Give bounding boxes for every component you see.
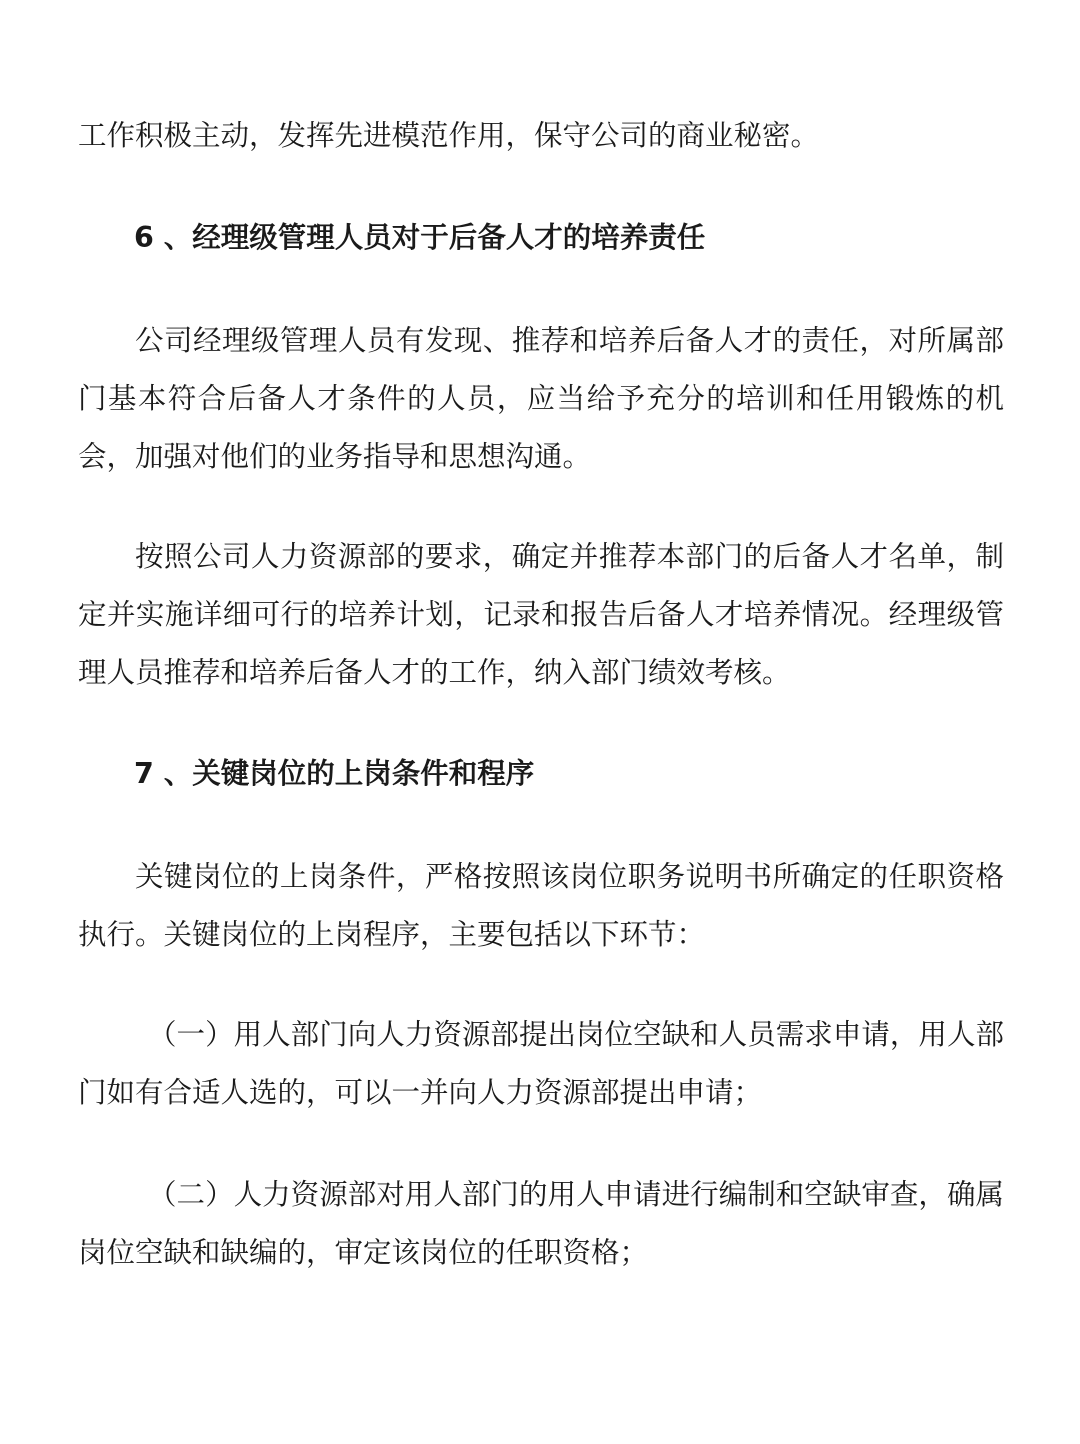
section-heading-7: 7 、关键岗位的上岗条件和程序 — [134, 757, 535, 790]
paragraph-training-plan: 按照公司人力资源部的要求，确定并推荐本部门的后备人才名单，制定并实施详细可行的培养计划，记录和报告后备人才培养情况。经理级管理人员推荐和培养后备人才的工作，纳入部门绩效考核。 — [78, 540, 1004, 689]
section-heading-6: 6 、经理级管理人员对于后备人才的培养责任 — [134, 221, 706, 254]
paragraph-key-position-conditions: 关键岗位的上岗条件，严格按照该岗位职务说明书所确定的任职资格执行。关键岗位的上岗程序，主要包括以下环节： — [78, 860, 1004, 951]
paragraph-step-two: （二）人力资源部对用人部门的用人申请进行编制和空缺审查，确属岗位空缺和缺编的，审定该岗位的任职资格； — [78, 1178, 1004, 1269]
paragraph-step-one: （一）用人部门向人力资源部提出岗位空缺和人员需求申请，用人部门如有合适人选的，可以一并向人力资源部提出申请； — [78, 1018, 1004, 1109]
paragraph-manager-responsibility: 公司经理级管理人员有发现、推荐和培养后备人才的责任，对所属部门基本符合后备人才条件的人员，应当给予充分的培训和任用锻炼的机会，加强对他们的业务指导和思想沟通。 — [78, 324, 1004, 473]
paragraph-continuation: 工作积极主动，发挥先进模范作用，保守公司的商业秘密。 — [78, 119, 820, 152]
